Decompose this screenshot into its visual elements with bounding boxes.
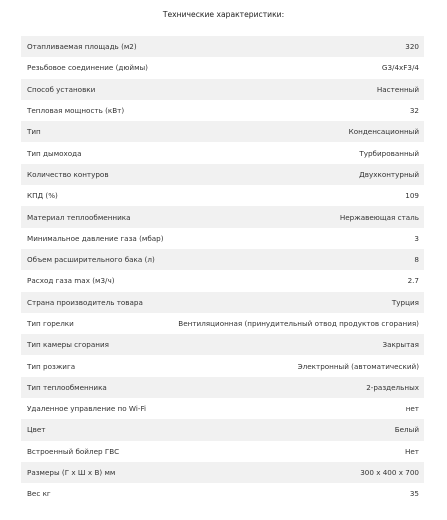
spec-label: Тип дымохода [27,148,82,158]
spec-value: Двухконтурный [359,169,419,179]
spec-row [21,249,424,270]
spec-label: Размеры (Г х Ш х В) мм [27,468,116,478]
spec-value: Закрытая [382,340,419,350]
spec-value: 3 [414,233,419,243]
spec-row [21,79,424,100]
spec-row [21,121,424,142]
spec-value: 320 [405,42,419,52]
spec-value: нет [405,404,419,414]
spec-value: 109 [405,191,419,201]
spec-label: Страна производитель товара [27,297,143,307]
spec-value: 32 [409,106,419,116]
spec-row [21,313,424,334]
spec-row [21,206,424,227]
specs-table [21,36,424,505]
spec-label: Удаленное управление по Wi-Fi [27,404,147,414]
spec-label: Материал теплообменника [27,212,131,222]
spec-value: 8 [414,255,419,265]
spec-row [21,334,424,355]
spec-label: Тип теплообменника [27,382,107,392]
spec-value: 35 [409,489,419,499]
spec-label: Цвет [27,425,46,435]
spec-row [21,270,424,291]
spec-row [21,57,424,78]
spec-label: Минимальное давление газа (мбар) [27,233,164,243]
spec-label: КПД (%) [27,191,58,201]
spec-row [21,483,424,504]
spec-label: Резьбовое соединение (дюймы) [27,63,148,73]
spec-value: 2.7 [407,276,419,286]
spec-row [21,36,424,57]
spec-row [21,142,424,163]
spec-label: Тип розжига [27,361,76,371]
spec-value: 2-раздельных [366,382,419,392]
spec-value: Электронный (автоматический) [297,361,419,371]
spec-row [21,292,424,313]
spec-value: Нержавеющая сталь [339,212,419,222]
spec-value: Конденсационный [348,127,419,137]
spec-label: Способ установки [27,84,96,94]
spec-label: Тип камеры сгорания [27,340,109,350]
spec-row [21,419,424,440]
spec-label: Встроенный бойлер ГВС [27,446,120,456]
spec-label: Вес кг [27,489,51,499]
spec-row [21,185,424,206]
spec-row [21,100,424,121]
spec-label: Отапливаемая площадь (м2) [27,42,137,52]
spec-row [21,355,424,376]
spec-label: Количество контуров [27,169,109,179]
spec-row [21,441,424,462]
spec-value: Нет [404,446,419,456]
spec-label: Объем расширительного бака (л) [27,255,155,265]
spec-row [21,228,424,249]
spec-row [21,462,424,483]
spec-value: Белый [394,425,419,435]
spec-value: G3/4xF3/4 [381,63,419,73]
spec-row [21,377,424,398]
spec-row [21,164,424,185]
spec-label: Тип [27,127,41,137]
spec-value: Турция [391,297,419,307]
spec-row [21,398,424,419]
spec-label: Расход газа max (м3/ч) [27,276,115,286]
spec-label: Тип горелки [27,319,74,328]
spec-value: Турбированный [359,148,419,158]
spec-value: 300 x 400 x 700 [360,468,419,478]
specs-title: Технические характеристики: [162,10,285,19]
spec-value: Настенный [376,84,419,94]
spec-value: Вентиляционная (принудительный отвод продуктов сгорания) [178,319,419,328]
spec-label: Тепловая мощность (кВт) [27,106,125,116]
